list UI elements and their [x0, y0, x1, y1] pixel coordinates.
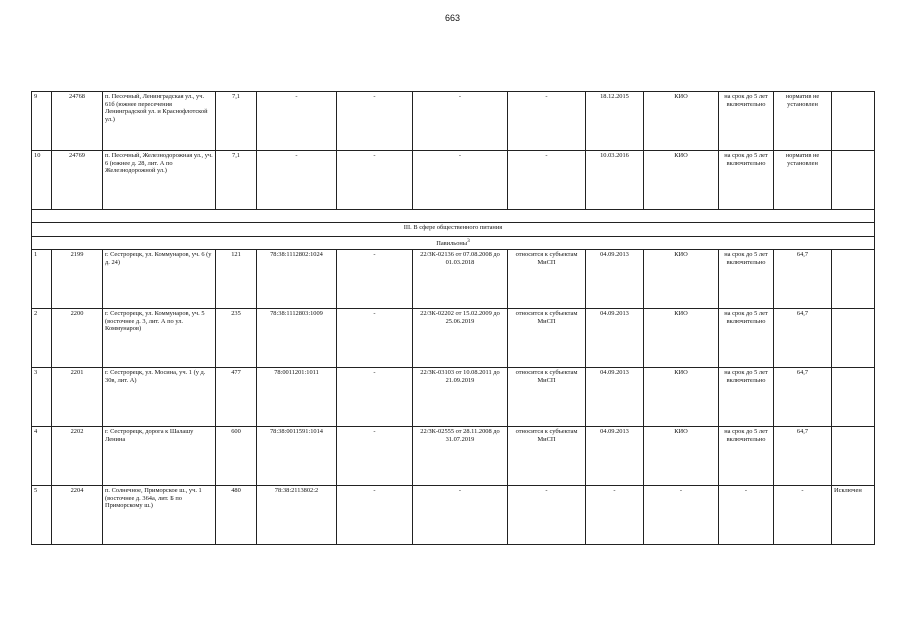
- cell-cadastral: -: [257, 151, 337, 210]
- cell-date: 18.12.2015: [586, 92, 644, 151]
- cell-number: 1: [32, 250, 52, 309]
- cell-subject: -: [508, 92, 586, 151]
- cell-cadastral: 78:38:1112803:1009: [257, 309, 337, 368]
- cell-subject: -: [508, 486, 586, 545]
- cell-id: 24769: [52, 151, 103, 210]
- cell-date: -: [586, 486, 644, 545]
- cell-subject: относится к субъектам МиСП: [508, 250, 586, 309]
- cell-term: на срок до 5 лет включительно: [719, 309, 774, 368]
- section-title: III. В сфере общественного питания: [32, 223, 875, 237]
- cell-note: [832, 151, 875, 210]
- cell-cadastral: 78:38:2113802:2: [257, 486, 337, 545]
- cell-norm: -: [774, 486, 832, 545]
- cell-organization: КИО: [644, 368, 719, 427]
- cell-organization: КИО: [644, 92, 719, 151]
- footnote-mark: 3: [467, 238, 470, 244]
- cell-col5: -: [337, 368, 413, 427]
- section-row: [32, 223, 875, 237]
- cell-id: 2201: [52, 368, 103, 427]
- cell-subject: относится к субъектам МиСП: [508, 368, 586, 427]
- cell-date: 04.09.2013: [586, 250, 644, 309]
- cell-col5: -: [337, 486, 413, 545]
- cell-norm: 64,7: [774, 368, 832, 427]
- cell-date: 04.09.2013: [586, 368, 644, 427]
- cell-area: 7,1: [216, 92, 257, 151]
- cell-address: г. Сестрорецк, ул. Коммунаров, уч. 6 (у д. 24): [103, 250, 216, 309]
- cell-address: г. Сестрорецк, ул. Коммунаров, уч. 5 (восточнее д. 3, лит. А по ул. Коммунаров): [103, 309, 216, 368]
- cell-number: 5: [32, 486, 52, 545]
- cell-number: 4: [32, 427, 52, 486]
- cell-id: 24768: [52, 92, 103, 151]
- cell-norm: 64,7: [774, 309, 832, 368]
- cell-number: 9: [32, 92, 52, 151]
- table-row: [32, 368, 875, 427]
- cell-norm: 64,7: [774, 427, 832, 486]
- cell-address: г. Сестрорецк, ул. Мосина, уч. 1 (у д. 30в, лит. А): [103, 368, 216, 427]
- subsection-cell: [32, 237, 875, 250]
- cell-date: 10.03.2016: [586, 151, 644, 210]
- cell-col5: -: [337, 309, 413, 368]
- table-row: [32, 309, 875, 368]
- cell-subject: -: [508, 151, 586, 210]
- cell-address: п. Песочный, Ленинградская ул., уч. 61б (южнее пересечения Ленинградской ул. и Краснофлотской ул.): [103, 92, 216, 151]
- cell-id: 2204: [52, 486, 103, 545]
- subsection-title: Павильоны: [436, 240, 468, 248]
- cell-col5: -: [337, 250, 413, 309]
- table-row: [32, 486, 875, 545]
- cell-norm: норматив не установлен: [774, 151, 832, 210]
- cell-area: 235: [216, 309, 257, 368]
- cell-cadastral: 78:38:0011591:1014: [257, 427, 337, 486]
- cell-number: 3: [32, 368, 52, 427]
- cell-cadastral: 78:38:1112802:1024: [257, 250, 337, 309]
- cell-norm: 64,7: [774, 250, 832, 309]
- cell-number: 2: [32, 309, 52, 368]
- cell-col5: -: [337, 427, 413, 486]
- cell-id: 2199: [52, 250, 103, 309]
- cell-area: 477: [216, 368, 257, 427]
- cell-note: [832, 368, 875, 427]
- cell-contract: 22/ЗК-02555 от 28.11.2008 до 31.07.2019: [413, 427, 508, 486]
- cell-date: 04.09.2013: [586, 309, 644, 368]
- cell-term: на срок до 5 лет включительно: [719, 92, 774, 151]
- cell-col5: -: [337, 92, 413, 151]
- cell-organization: -: [644, 486, 719, 545]
- cell-norm: норматив не установлен: [774, 92, 832, 151]
- cell-organization: КИО: [644, 250, 719, 309]
- cell-cadastral: -: [257, 92, 337, 151]
- cell-organization: КИО: [644, 309, 719, 368]
- cell-contract: 22/ЗК-02136 от 07.08.2008 до 01.03.2018: [413, 250, 508, 309]
- separator-row: [32, 210, 875, 223]
- cell-address: п. Солнечное, Приморское ш., уч. 1 (восточнее д. 364а, лит. Б по Приморскому ш.): [103, 486, 216, 545]
- page-number: 663: [444, 13, 461, 23]
- cell-contract: -: [413, 92, 508, 151]
- table-row: [32, 92, 875, 151]
- cell-subject: относится к субъектам МиСП: [508, 309, 586, 368]
- cell-date: 04.09.2013: [586, 427, 644, 486]
- schema-table: [31, 91, 875, 545]
- cell-area: 7,1: [216, 151, 257, 210]
- cell-cadastral: 78:0011201:1011: [257, 368, 337, 427]
- cell-area: 121: [216, 250, 257, 309]
- cell-term: на срок до 5 лет включительно: [719, 151, 774, 210]
- cell-area: 600: [216, 427, 257, 486]
- cell-id: 2202: [52, 427, 103, 486]
- cell-contract: -: [413, 486, 508, 545]
- cell-term: на срок до 5 лет включительно: [719, 250, 774, 309]
- cell-note: [832, 309, 875, 368]
- cell-term: на срок до 5 лет включительно: [719, 427, 774, 486]
- cell-note: [832, 427, 875, 486]
- cell-contract: 22/ЗК-02202 от 15.02.2009 до 25.06.2019: [413, 309, 508, 368]
- cell-contract: 22/ЗК-03103 от 10.08.2011 до 21.09.2019: [413, 368, 508, 427]
- cell-subject: относится к субъектам МиСП: [508, 427, 586, 486]
- cell-note: [832, 250, 875, 309]
- cell-term: на срок до 5 лет включительно: [719, 368, 774, 427]
- table-row: [32, 151, 875, 210]
- cell-number: 10: [32, 151, 52, 210]
- cell-contract: -: [413, 151, 508, 210]
- cell-organization: КИО: [644, 151, 719, 210]
- cell-organization: КИО: [644, 427, 719, 486]
- cell-address: г. Сестрорецк, дорога к Шалашу Ленина: [103, 427, 216, 486]
- table-row: [32, 250, 875, 309]
- cell-term: -: [719, 486, 774, 545]
- cell-area: 480: [216, 486, 257, 545]
- table-row: [32, 427, 875, 486]
- cell-col5: -: [337, 151, 413, 210]
- cell-id: 2200: [52, 309, 103, 368]
- cell-note: [832, 92, 875, 151]
- cell-note: Исключен: [832, 486, 875, 545]
- cell-address: п. Песочный, Железнодорожная ул., уч. 6 (южнее д. 28, лит. А по Железнодорожной ул.): [103, 151, 216, 210]
- subsection-row: [32, 237, 875, 250]
